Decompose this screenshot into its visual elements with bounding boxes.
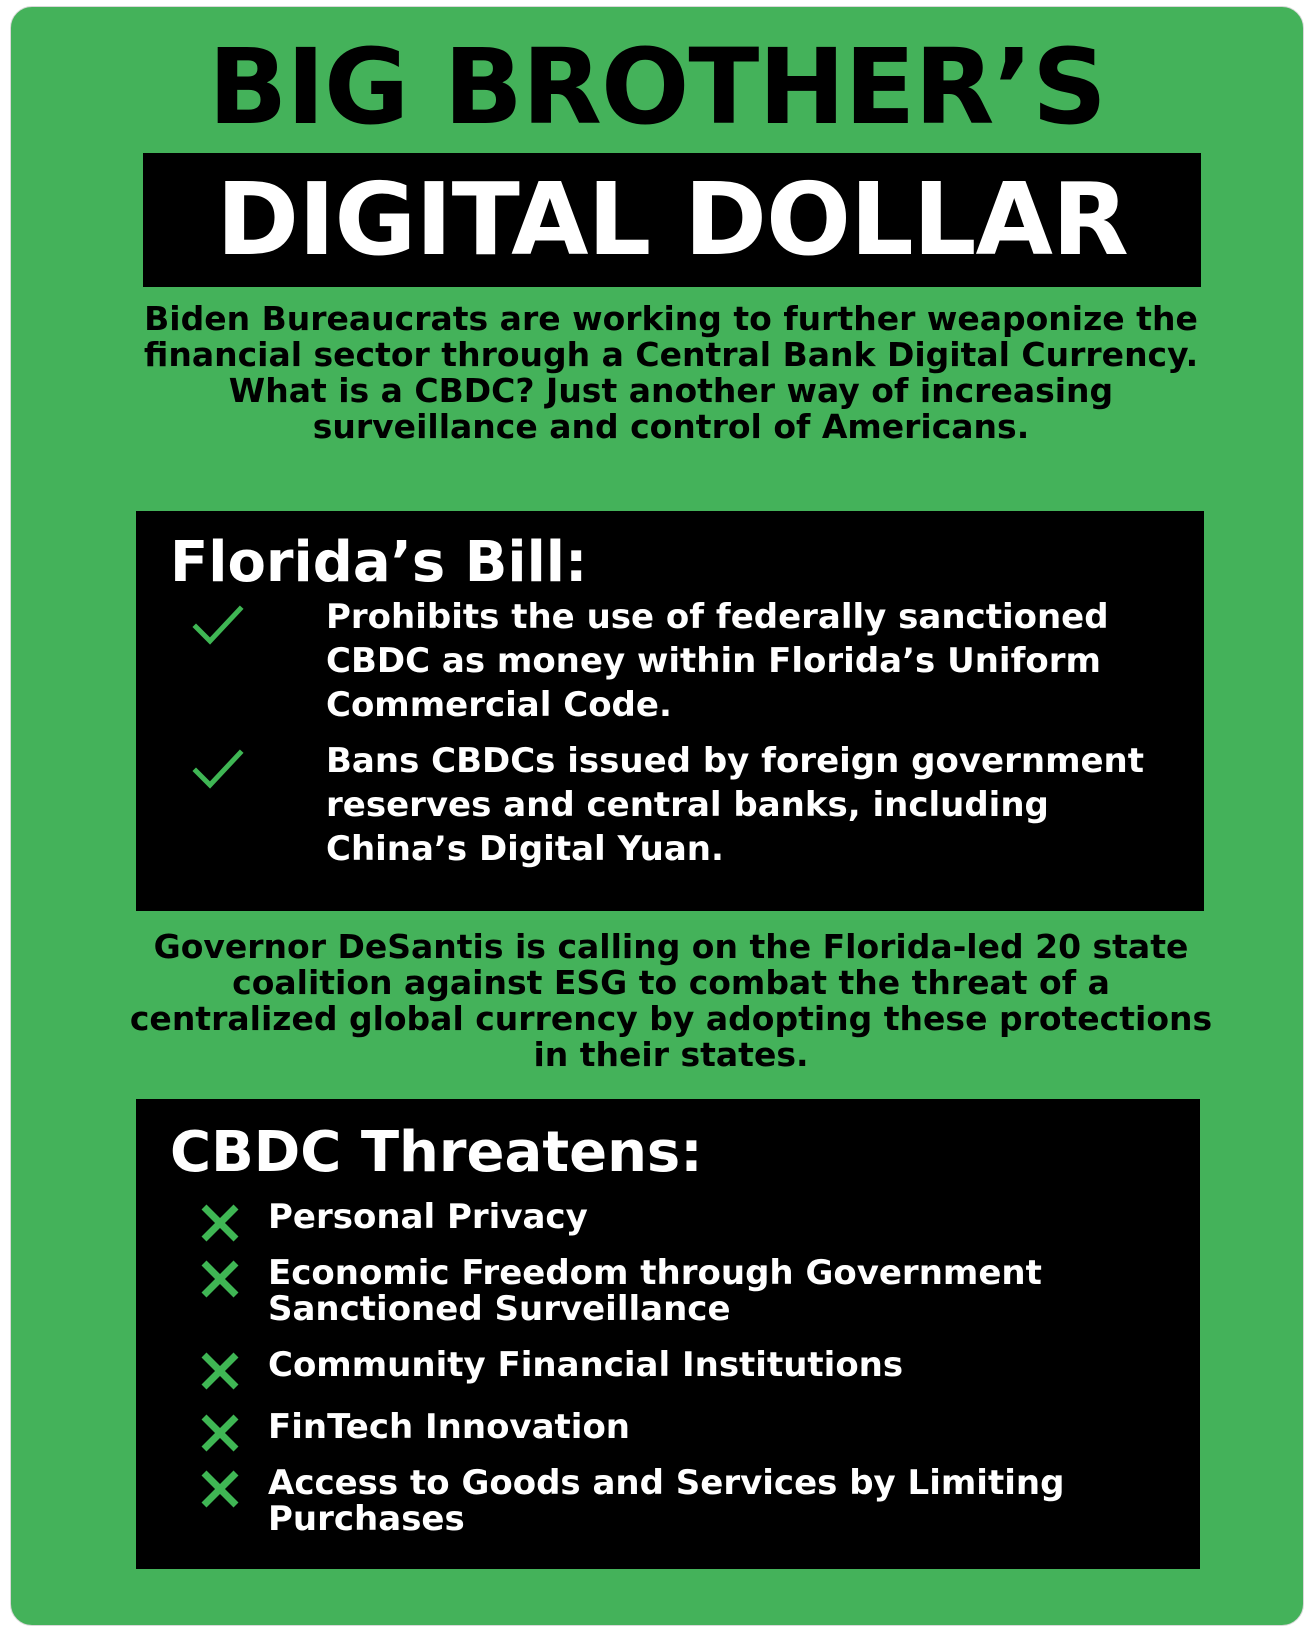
check-icon (192, 601, 244, 649)
x-icon (200, 1351, 240, 1391)
intro-paragraph: Biden Bureaucrats are working to further weaponize the financial sector through a Central Bank Digital Currency. What is a CBDC? Just another way of increasing surveillance and control of Americans. (143, 299, 1199, 446)
cbdc-threatens-heading: CBDC Threatens: (170, 1120, 703, 1185)
desantis-paragraph: Governor DeSantis is calling on the Florida-led 20 state coalition against ESG to combat the threat of a centralized global currency by adopting these protections in their states. (129, 927, 1213, 1074)
bill-item-text: Bans CBDCs issued by foreign government reserves and central banks, including China’s Digital Yuan. (326, 741, 1145, 869)
threat-item-text: Access to Goods and Services by Limiting Purchases (268, 1463, 1065, 1539)
cbdc-threatens-panel (136, 1099, 1200, 1569)
threat-item-text: FinTech Innovation (268, 1407, 631, 1447)
x-icon (200, 1469, 240, 1509)
florida-bill-panel (136, 511, 1204, 911)
title-line-2: DIGITAL DOLLAR (216, 161, 1128, 278)
threat-item-text: Community Financial Institutions (268, 1345, 904, 1385)
infographic-card (10, 6, 1304, 1626)
title-banner (143, 153, 1201, 287)
bill-item-text: Prohibits the use of federally sanctioned CBDC as money within Florida’s Uniform Commercial Code. (326, 597, 1109, 725)
check-icon (192, 745, 244, 793)
title-line-1: BIG BROTHER’S (208, 26, 1106, 148)
florida-bill-heading: Florida’s Bill: (170, 530, 588, 595)
threat-item-text: Personal Privacy (268, 1197, 588, 1237)
x-icon (200, 1259, 240, 1299)
threat-item-text: Economic Freedom through Government Sanctioned Surveillance (268, 1253, 1042, 1329)
x-icon (200, 1203, 240, 1243)
x-icon (200, 1413, 240, 1453)
